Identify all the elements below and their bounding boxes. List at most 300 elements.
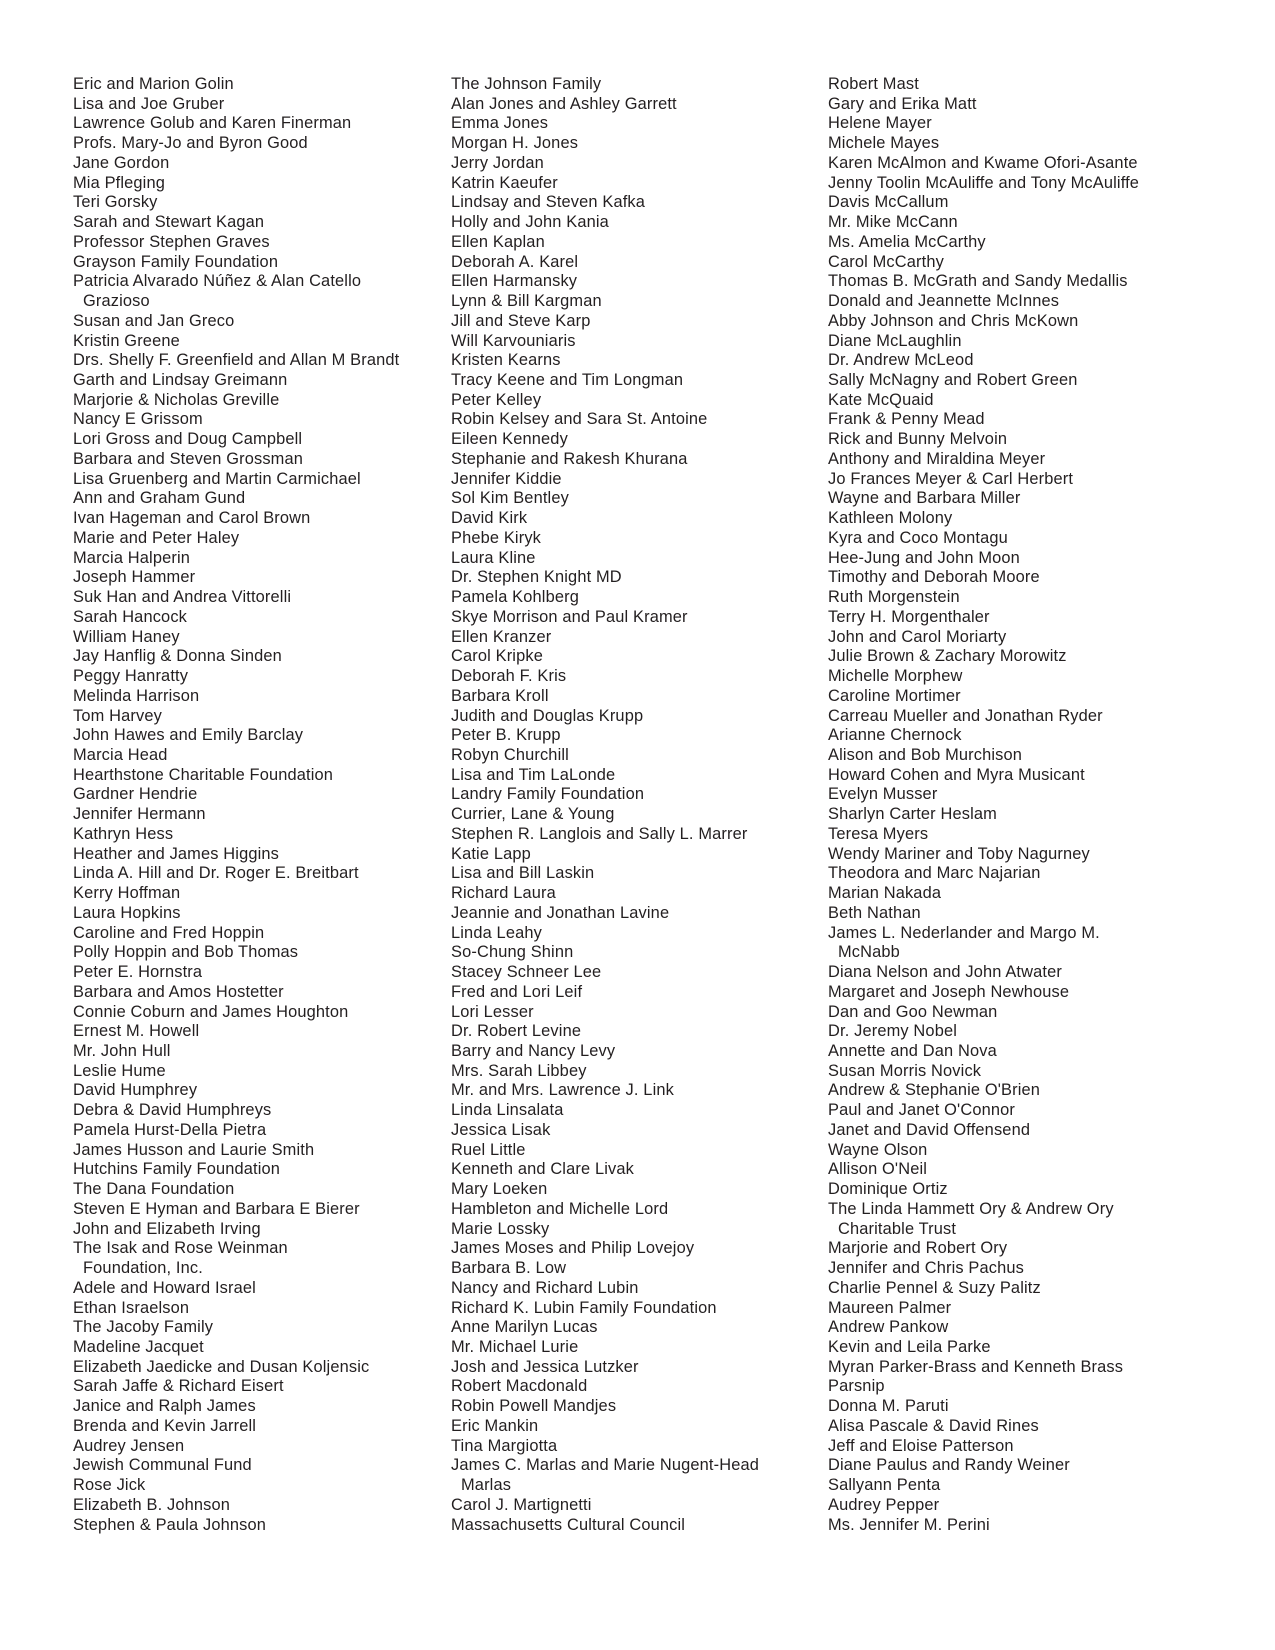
donor-entry <box>828 746 1208 766</box>
donor-entry <box>73 963 453 983</box>
donor-entry <box>73 351 453 371</box>
donor-name: James C. Marlas and Marie Nugent-Head <box>451 1456 759 1475</box>
donor-name: Carol Kripke <box>451 647 543 666</box>
donor-entry <box>73 312 453 332</box>
donor-entry <box>828 1081 1208 1101</box>
donor-name: Katie Lapp <box>451 844 531 863</box>
donor-name: Jeff and Eloise Patterson <box>828 1436 1014 1455</box>
donor-entry <box>451 114 831 134</box>
donor-name: Brenda and Kevin Jarrell <box>73 1416 257 1435</box>
donor-entry <box>828 667 1208 687</box>
donor-entry <box>451 1042 831 1062</box>
donor-entry <box>73 1081 453 1101</box>
donor-name: Sharlyn Carter Heslam <box>828 805 997 824</box>
donor-name: Audrey Jensen <box>73 1436 185 1455</box>
donor-name: Diana Nelson and John Atwater <box>828 963 1062 982</box>
donor-entry <box>828 1101 1208 1121</box>
donor-name: Morgan H. Jones <box>451 134 579 153</box>
donor-entry <box>828 470 1208 490</box>
donor-name: Kristen Kearns <box>451 351 561 370</box>
donor-name: Paul and Janet O'Connor <box>828 1101 1015 1120</box>
donor-name-continuation: Charitable Trust <box>838 1219 957 1238</box>
donor-entry <box>73 1437 453 1457</box>
donor-entry <box>73 667 453 687</box>
donor-name: Robert Mast <box>828 75 919 93</box>
donor-entry <box>73 825 453 845</box>
donor-entry <box>73 489 453 509</box>
donor-entry <box>451 628 831 648</box>
donor-name: Laura Kline <box>451 548 536 567</box>
donor-entry <box>73 805 453 825</box>
donor-entry <box>73 1279 453 1299</box>
donor-entry <box>451 1062 831 1082</box>
donor-name: Emma Jones <box>451 114 549 133</box>
donor-entry <box>73 1003 453 1023</box>
donor-name: Gardner Hendrie <box>73 785 198 804</box>
donor-name-continuation: Foundation, Inc. <box>83 1259 203 1278</box>
donor-name: Donald and Jeannette McInnes <box>828 292 1060 311</box>
donor-name: Hearthstone Charitable Foundation <box>73 765 334 784</box>
donor-name: James Moses and Philip Lovejoy <box>451 1239 695 1258</box>
donor-name: Charlie Pennel & Suzy Palitz <box>828 1278 1041 1297</box>
donor-name: Dr. Robert Levine <box>451 1022 582 1041</box>
donor-entry <box>451 391 831 411</box>
donor-name: Caroline Mortimer <box>828 686 961 705</box>
donor-entry <box>451 1496 831 1516</box>
donor-entry <box>73 193 453 213</box>
donor-entry <box>451 864 831 884</box>
donor-name: Massachusetts Cultural Council <box>451 1515 686 1534</box>
donor-entry <box>73 943 453 963</box>
donor-entry <box>73 1042 453 1062</box>
donor-name: David Kirk <box>451 509 528 528</box>
donor-name: Ruth Morgenstein <box>828 588 960 607</box>
donor-name: Peter E. Hornstra <box>73 963 203 982</box>
donor-name: Ivan Hageman and Carol Brown <box>73 509 311 528</box>
donor-entry <box>451 253 831 273</box>
donor-name: Polly Hoppin and Bob Thomas <box>73 943 299 962</box>
donor-entry <box>828 233 1208 253</box>
donor-entry <box>828 1397 1208 1417</box>
donor-entry <box>73 1318 453 1338</box>
donor-name: Terry H. Morgenthaler <box>828 607 990 626</box>
donor-name: Michelle Morphew <box>828 667 963 686</box>
donor-name: Frank & Penny Mead <box>828 410 985 429</box>
donor-name: Leslie Hume <box>73 1061 166 1080</box>
donor-name: Alison and Bob Murchison <box>828 745 1023 764</box>
donor-name: Connie Coburn and James Houghton <box>73 1002 349 1021</box>
donor-entry <box>73 213 453 233</box>
donor-entry <box>73 1180 453 1200</box>
donor-entry <box>451 489 831 509</box>
donor-entry <box>451 667 831 687</box>
donor-name: Beth Nathan <box>828 903 921 922</box>
donor-name: James L. Nederlander and Margo M. <box>828 923 1100 942</box>
donor-name: Audrey Pepper <box>828 1495 940 1514</box>
donor-entry <box>828 75 1208 95</box>
donor-name: Diane McLaughlin <box>828 331 962 350</box>
donor-entry <box>451 1022 831 1042</box>
donor-name: Peggy Hanratty <box>73 667 189 686</box>
donor-entry <box>451 470 831 490</box>
donor-entry <box>451 1180 831 1200</box>
donor-entry <box>73 766 453 786</box>
donor-name: Andrew & Stephanie O'Brien <box>828 1081 1041 1100</box>
donor-entry <box>828 1180 1208 1200</box>
donor-entry <box>828 766 1208 786</box>
donor-entry <box>828 509 1208 529</box>
donor-name: Profs. Mary-Jo and Byron Good <box>73 134 308 153</box>
donor-name: Wayne and Barbara Miller <box>828 489 1021 508</box>
donor-entry <box>828 1042 1208 1062</box>
donor-name: Debra & David Humphreys <box>73 1101 272 1120</box>
donor-entry <box>451 1101 831 1121</box>
donor-entry <box>828 391 1208 411</box>
donor-name: Garth and Lindsay Greimann <box>73 371 288 390</box>
donor-name: Susan and Jan Greco <box>73 311 235 330</box>
donor-entry <box>828 983 1208 1003</box>
donor-entry <box>451 174 831 194</box>
donor-name: Myran Parker-Brass and Kenneth Brass <box>828 1357 1124 1376</box>
donor-entry <box>73 588 453 608</box>
donor-name: Eric and Marion Golin <box>73 75 234 93</box>
donor-name: Marian Nakada <box>828 884 942 903</box>
donor-name: The Jacoby Family <box>73 1318 214 1337</box>
donor-name: Elizabeth Jaedicke and Dusan Koljensic <box>73 1357 370 1376</box>
donor-name: Hee-Jung and John Moon <box>828 548 1020 567</box>
donor-name: Linda Leahy <box>451 923 542 942</box>
donor-entry <box>73 983 453 1003</box>
donor-name: Dr. Stephen Knight MD <box>451 568 622 587</box>
donor-name: Kate McQuaid <box>828 390 934 409</box>
donor-name: Kristin Greene <box>73 331 180 350</box>
donor-column-3 <box>828 75 1208 1535</box>
donor-name: Lynn & Bill Kargman <box>451 292 602 311</box>
donor-name: Allison O'Neil <box>828 1160 928 1179</box>
donor-name: William Haney <box>73 627 180 646</box>
donor-entry <box>73 864 453 884</box>
donor-name: Margaret and Joseph Newhouse <box>828 982 1070 1001</box>
donor-name: Katrin Kaeufer <box>451 173 558 192</box>
donor-entry <box>451 943 831 963</box>
donor-entry <box>828 1121 1208 1141</box>
donor-entry <box>828 351 1208 371</box>
donor-name: Linda Linsalata <box>451 1101 564 1120</box>
donor-name: Gary and Erika Matt <box>828 94 977 113</box>
donor-entry <box>451 371 831 391</box>
donor-name: Deborah F. Kris <box>451 667 567 686</box>
donor-name-continuation: Marlas <box>461 1476 512 1495</box>
donor-entry <box>451 1259 831 1279</box>
donor-entry <box>828 805 1208 825</box>
donor-name: Grayson Family Foundation <box>73 252 279 271</box>
donor-name: Sallyann Penta <box>828 1476 941 1495</box>
donor-entry <box>451 1239 831 1259</box>
donor-name: Carreau Mueller and Jonathan Ryder <box>828 706 1103 725</box>
donor-entry <box>451 193 831 213</box>
donor-name: Abby Johnson and Chris McKown <box>828 311 1079 330</box>
donor-name: Jo Frances Meyer & Carl Herbert <box>828 469 1074 488</box>
donor-name: Kevin and Leila Parke <box>828 1338 991 1356</box>
donor-entry <box>451 1003 831 1023</box>
donor-name: The Isak and Rose Weinman <box>73 1239 288 1258</box>
donor-entry <box>73 95 453 115</box>
donor-entry <box>828 1417 1208 1437</box>
donor-entry <box>73 1516 453 1536</box>
donor-name: Rose Jick <box>73 1476 146 1495</box>
donor-name: Hambleton and Michelle Lord <box>451 1199 669 1218</box>
donor-entry <box>73 1338 453 1358</box>
donor-name: Julie Brown & Zachary Morowitz <box>828 647 1067 666</box>
donor-entry <box>73 75 453 95</box>
donor-entry <box>451 450 831 470</box>
donor-name: Ellen Kaplan <box>451 232 545 251</box>
donor-name: Mr. Michael Lurie <box>451 1338 579 1356</box>
donor-name: Marjorie & Nicholas Greville <box>73 390 280 409</box>
donor-name: Jennifer Hermann <box>73 805 206 824</box>
donor-entry <box>73 549 453 569</box>
donor-name: Ethan Israelson <box>73 1298 190 1317</box>
donor-name-continuation: McNabb <box>838 943 900 962</box>
donor-name: Steven E Hyman and Barbara E Bierer <box>73 1199 360 1218</box>
donor-name: James Husson and Laurie Smith <box>73 1140 315 1159</box>
donor-entry <box>73 174 453 194</box>
donor-entry <box>451 904 831 924</box>
donor-entry <box>828 450 1208 470</box>
donor-entry <box>451 549 831 569</box>
donor-name: Caroline and Fred Hoppin <box>73 923 265 942</box>
donor-name: Kathleen Molony <box>828 509 953 528</box>
donor-name: Stephen & Paula Johnson <box>73 1515 266 1534</box>
donor-name: Jenny Toolin McAuliffe and Tony McAuliffe <box>828 173 1140 192</box>
donor-name: Fred and Lori Leif <box>451 982 583 1001</box>
donor-entry <box>828 687 1208 707</box>
donor-entry <box>828 154 1208 174</box>
donor-name: Drs. Shelly F. Greenfield and Allan M Brandt <box>73 351 400 370</box>
donor-entry <box>73 450 453 470</box>
donor-name: Mr. John Hull <box>73 1041 171 1060</box>
donor-entry <box>828 332 1208 352</box>
donor-name: Ellen Kranzer <box>451 627 552 646</box>
donor-name: Marcia Head <box>73 745 168 764</box>
donor-entry <box>828 845 1208 865</box>
donor-entry <box>73 371 453 391</box>
donor-entry <box>451 134 831 154</box>
donor-name: Holly and John Kania <box>451 213 609 232</box>
donor-name: Barry and Nancy Levy <box>451 1041 616 1060</box>
donor-entry <box>73 1160 453 1180</box>
donor-name: Timothy and Deborah Moore <box>828 568 1040 587</box>
donor-entry <box>73 253 453 273</box>
donor-entry <box>73 1377 453 1397</box>
donor-name: Nancy and Richard Lubin <box>451 1278 639 1297</box>
donor-column-2 <box>451 75 831 1535</box>
donor-name: Ms. Jennifer M. Perini <box>828 1515 990 1534</box>
donor-name: Janet and David Offensend <box>828 1120 1031 1139</box>
donor-entry <box>828 1160 1208 1180</box>
donor-name: Mia Pfleging <box>73 173 165 192</box>
donor-name: Lindsay and Steven Kafka <box>451 193 646 212</box>
donor-entry <box>73 647 453 667</box>
donor-entry <box>73 134 453 154</box>
donor-entry <box>828 1200 1208 1239</box>
donor-entry <box>451 1318 831 1338</box>
donor-name: Jay Hanflig & Donna Sinden <box>73 647 282 666</box>
donor-entry <box>73 608 453 628</box>
donor-name: Robin Kelsey and Sara St. Antoine <box>451 410 708 429</box>
donor-name: Thomas B. McGrath and Sandy Medallis <box>828 272 1128 291</box>
donor-name: Professor Stephen Graves <box>73 232 270 251</box>
donor-entry <box>73 332 453 352</box>
donor-name: Madeline Jacquet <box>73 1338 204 1356</box>
donor-entry <box>451 1141 831 1161</box>
donor-name: Heather and James Higgins <box>73 844 280 863</box>
donor-entry <box>451 1081 831 1101</box>
donor-name: Dominique Ortiz <box>828 1180 948 1199</box>
donor-name: Alisa Pascale & David Rines <box>828 1416 1039 1435</box>
donor-name: Stacey Schneer Lee <box>451 963 602 982</box>
donor-entry <box>451 509 831 529</box>
donor-entry <box>73 1062 453 1082</box>
donor-name: John Hawes and Emily Barclay <box>73 726 304 745</box>
donor-name: Richard K. Lubin Family Foundation <box>451 1298 717 1317</box>
donor-name: Parsnip <box>828 1377 885 1396</box>
donor-entry <box>451 746 831 766</box>
donor-name: Deborah A. Karel <box>451 252 579 271</box>
donor-entry <box>73 904 453 924</box>
donor-name: Barbara and Amos Hostetter <box>73 982 284 1001</box>
donor-name: Lisa Gruenberg and Martin Carmichael <box>73 469 361 488</box>
donor-entry <box>828 1062 1208 1082</box>
donor-entry <box>828 213 1208 233</box>
donor-name: Kerry Hoffman <box>73 884 181 903</box>
donor-entry <box>828 1516 1208 1536</box>
donor-name: Theodora and Marc Najarian <box>828 864 1041 883</box>
donor-name: Rick and Bunny Melvoin <box>828 430 1008 449</box>
donor-name: Teri Gorsky <box>73 193 158 212</box>
donor-name: Anthony and Miraldina Meyer <box>828 449 1046 468</box>
donor-name: Landry Family Foundation <box>451 785 645 804</box>
donor-entry <box>451 845 831 865</box>
donor-entry <box>451 785 831 805</box>
donor-name: Janice and Ralph James <box>73 1397 256 1416</box>
donor-entry <box>828 489 1208 509</box>
donor-name: Evelyn Musser <box>828 785 938 804</box>
donor-name: Patricia Alvarado Núñez & Alan Catello <box>73 272 362 291</box>
donor-entry <box>828 529 1208 549</box>
donor-name: Adele and Howard Israel <box>73 1278 256 1297</box>
donor-entry <box>73 1101 453 1121</box>
donor-entry <box>828 1377 1208 1397</box>
donor-name: Marjorie and Robert Ory <box>828 1239 1008 1258</box>
donor-entry <box>73 430 453 450</box>
donor-name: Carol McCarthy <box>828 252 944 271</box>
donor-entry <box>451 213 831 233</box>
donor-name: Stephen R. Langlois and Sally L. Marrer <box>451 824 748 843</box>
donor-name: Stephanie and Rakesh Khurana <box>451 449 688 468</box>
donor-entry <box>73 1121 453 1141</box>
donor-entry <box>451 1279 831 1299</box>
donor-entry <box>828 1259 1208 1279</box>
donor-entry <box>828 430 1208 450</box>
donor-entry <box>828 864 1208 884</box>
donor-name: Linda A. Hill and Dr. Roger E. Breitbart <box>73 864 359 883</box>
donor-entry <box>828 95 1208 115</box>
donor-entry <box>828 1437 1208 1457</box>
donor-name: Arianne Chernock <box>828 726 962 745</box>
donor-name: Sarah Jaffe & Richard Eisert <box>73 1377 284 1396</box>
donor-entry <box>828 1358 1208 1378</box>
donor-entry <box>451 95 831 115</box>
donor-entry <box>73 1200 453 1220</box>
donor-entry <box>828 1003 1208 1023</box>
donor-entry <box>451 647 831 667</box>
donor-name: Ellen Harmansky <box>451 272 578 291</box>
donor-entry <box>451 1358 831 1378</box>
donor-name: Anne Marilyn Lucas <box>451 1318 598 1337</box>
donor-entry <box>451 1417 831 1437</box>
donor-entry <box>451 568 831 588</box>
donor-name: Will Karvouniaris <box>451 331 576 350</box>
donor-name: Pamela Kohlberg <box>451 588 579 607</box>
donor-entry <box>451 1437 831 1457</box>
donor-entry <box>73 845 453 865</box>
donor-name: Marie and Peter Haley <box>73 528 240 547</box>
donor-name: Lisa and Tim LaLonde <box>451 765 616 784</box>
donor-name: Jane Gordon <box>73 153 170 172</box>
donor-entry <box>73 1022 453 1042</box>
donor-name: Laura Hopkins <box>73 903 181 922</box>
donor-name: Kyra and Coco Montagu <box>828 528 1008 547</box>
donor-entry <box>451 351 831 371</box>
donor-entry <box>828 1022 1208 1042</box>
donor-name: Lori Gross and Doug Campbell <box>73 430 303 449</box>
donor-name: Teresa Myers <box>828 824 929 843</box>
donor-name: Kathryn Hess <box>73 824 174 843</box>
donor-entry <box>73 884 453 904</box>
donor-name: Jill and Steve Karp <box>451 311 591 330</box>
donor-column-1 <box>73 75 453 1535</box>
donor-entry <box>828 410 1208 430</box>
donor-entry <box>73 707 453 727</box>
donor-name-continuation: Grazioso <box>83 292 150 311</box>
donor-name: Eileen Kennedy <box>451 430 568 449</box>
donor-entry <box>828 726 1208 746</box>
donor-entry <box>451 1121 831 1141</box>
donor-name: Lisa and Bill Laskin <box>451 864 595 883</box>
donor-entry <box>451 687 831 707</box>
donor-name: Melinda Harrison <box>73 686 200 705</box>
donor-entry <box>73 1456 453 1476</box>
donor-name: Susan Morris Novick <box>828 1061 982 1080</box>
donor-entry <box>451 1377 831 1397</box>
donor-entry <box>451 292 831 312</box>
donor-entry <box>73 924 453 944</box>
donor-name: Tracy Keene and Tim Longman <box>451 371 684 390</box>
donor-name: Jeannie and Jonathan Lavine <box>451 903 670 922</box>
donor-entry <box>828 568 1208 588</box>
donor-entry <box>451 430 831 450</box>
donor-entry <box>451 529 831 549</box>
donor-entry <box>828 884 1208 904</box>
donor-entry <box>451 726 831 746</box>
donor-entry <box>451 1200 831 1220</box>
donor-entry <box>73 272 453 311</box>
donor-entry <box>451 1299 831 1319</box>
donor-entry <box>451 332 831 352</box>
donor-name: Jerry Jordan <box>451 153 544 172</box>
donor-entry <box>73 687 453 707</box>
